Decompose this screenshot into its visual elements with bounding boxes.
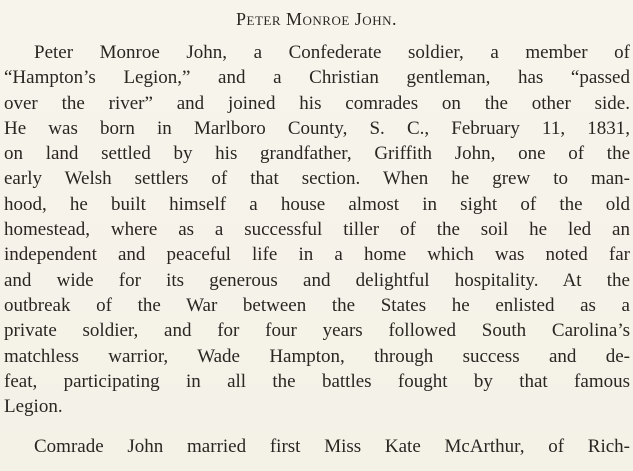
text-line: “Hampton’s Legion,” and a Christian gentleman, has “passed (4, 67, 630, 89)
text-line: homestead, where as a successful tiller of the soil he led an (4, 219, 630, 241)
text-line: and wide for its generous and delightful hospitality. At the (4, 269, 630, 291)
text-line: Peter Monroe John, a Confederate soldier, a member of (34, 42, 630, 63)
paragraph-2 (4, 434, 630, 459)
text-line: early Welsh settlers of that section. When he grew to man- (4, 168, 630, 190)
text-line: matchless warrior, Wade Hampton, through success and de- (4, 345, 630, 367)
text-line: Legion. (4, 396, 63, 418)
text-line: Comrade John married first Miss Kate McArthur, of Rich- (34, 436, 630, 457)
text-line: independent and peaceful life in a home which was noted far (4, 244, 630, 266)
text-line: outbreak of the War between the States he enlisted as a (4, 294, 630, 316)
text-line: on land settled by his grandfather, Griffith John, one of the (4, 143, 630, 165)
text-line: He was born in Marlboro County, S. C., February 11, 1831, (4, 117, 630, 139)
article-title: Peter Monroe John. (236, 9, 397, 29)
paragraph-1 (4, 40, 630, 419)
text-line: private soldier, and for four years followed South Carolina’s (4, 320, 630, 342)
text-line: hood, he built himself a house almost in sight of the old (4, 193, 630, 215)
text-line: over the river” and joined his comrades on the other side. (4, 92, 630, 114)
text-line: feat, participating in all the battles fought by that famous (4, 370, 630, 392)
